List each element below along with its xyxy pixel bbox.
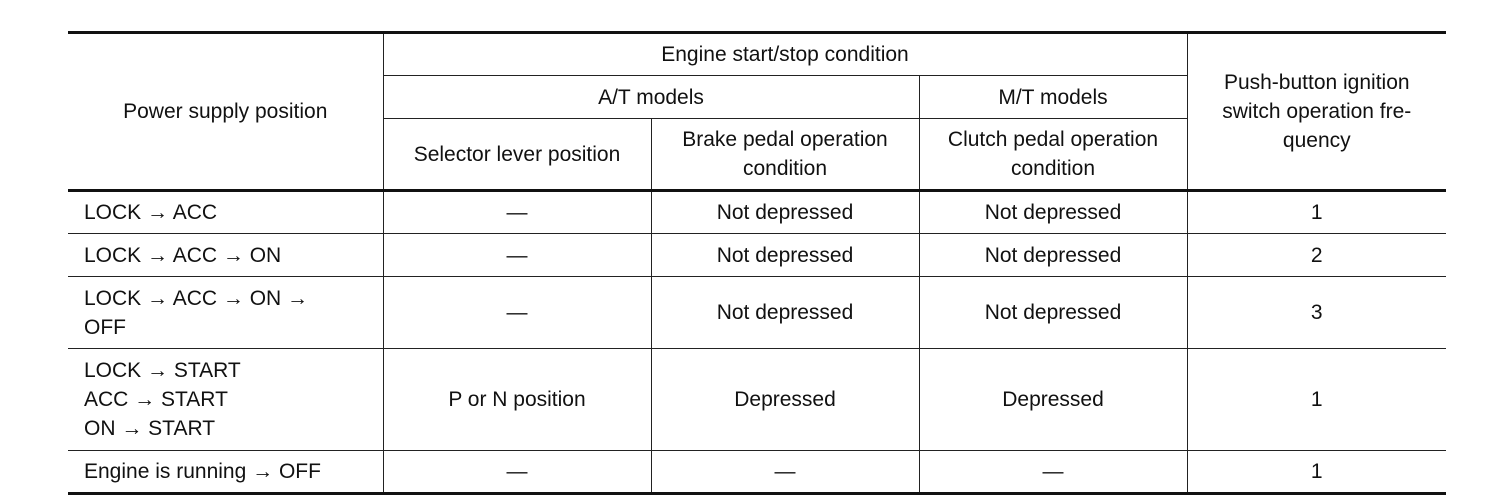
table-row	[68, 191, 1446, 234]
power-line: LOCK → START	[84, 359, 241, 382]
cell-clutch: Depressed	[919, 349, 1187, 451]
power-line: LOCK → ACC → ON	[84, 243, 282, 267]
header-mt-models: M/T models	[919, 76, 1187, 119]
cell-selector: —	[383, 234, 651, 277]
header-power-supply-position: Power supply position	[68, 33, 383, 191]
cell-selector: P or N position	[383, 349, 651, 451]
cell-power-supply	[68, 349, 383, 451]
cell-frequency: 1	[1187, 349, 1446, 451]
cell-brake: Not depressed	[651, 234, 919, 277]
table-header	[68, 33, 1446, 191]
ignition-condition-table-container	[68, 31, 1446, 495]
cell-frequency: 3	[1187, 277, 1446, 349]
power-line: ON → START	[84, 417, 216, 440]
cell-selector: —	[383, 277, 651, 349]
cell-clutch: Not depressed	[919, 191, 1187, 234]
cell-clutch: —	[919, 451, 1187, 494]
power-line: OFF	[84, 315, 126, 339]
cell-power-supply	[68, 277, 383, 349]
header-at-models: A/T models	[383, 76, 919, 119]
cell-brake: Depressed	[651, 349, 919, 451]
cell-frequency: 1	[1187, 191, 1446, 234]
table-row	[68, 451, 1446, 494]
header-engine-condition: Engine start/stop condition	[383, 33, 1187, 76]
power-line: ACC → START	[84, 388, 228, 411]
power-line: LOCK → ACC	[84, 201, 218, 224]
header-selector-lever-position: Selector lever position	[383, 119, 651, 191]
cell-selector: —	[383, 191, 651, 234]
cell-frequency: 2	[1187, 234, 1446, 277]
header-clutch-pedal-condition: Clutch pedal operation condition	[919, 119, 1187, 191]
cell-power-supply	[68, 234, 383, 277]
table-row	[68, 234, 1446, 277]
table-row	[68, 349, 1446, 451]
cell-brake: Not depressed	[651, 191, 919, 234]
power-line: Engine is running → OFF	[84, 460, 321, 483]
cell-brake: —	[651, 451, 919, 494]
cell-power-supply	[68, 451, 383, 494]
table-body	[68, 191, 1446, 494]
cell-brake: Not depressed	[651, 277, 919, 349]
power-line: LOCK → ACC → ON →	[84, 286, 309, 310]
header-push-button-frequency: Push-button ignition switch operation fre-quency	[1187, 33, 1446, 191]
cell-selector: —	[383, 451, 651, 494]
table-row	[68, 277, 1446, 349]
ignition-condition-table	[68, 31, 1446, 495]
cell-clutch: Not depressed	[919, 234, 1187, 277]
cell-clutch: Not depressed	[919, 277, 1187, 349]
cell-power-supply	[68, 191, 383, 234]
cell-frequency: 1	[1187, 451, 1446, 494]
header-brake-pedal-condition: Brake pedal operation condition	[651, 119, 919, 191]
